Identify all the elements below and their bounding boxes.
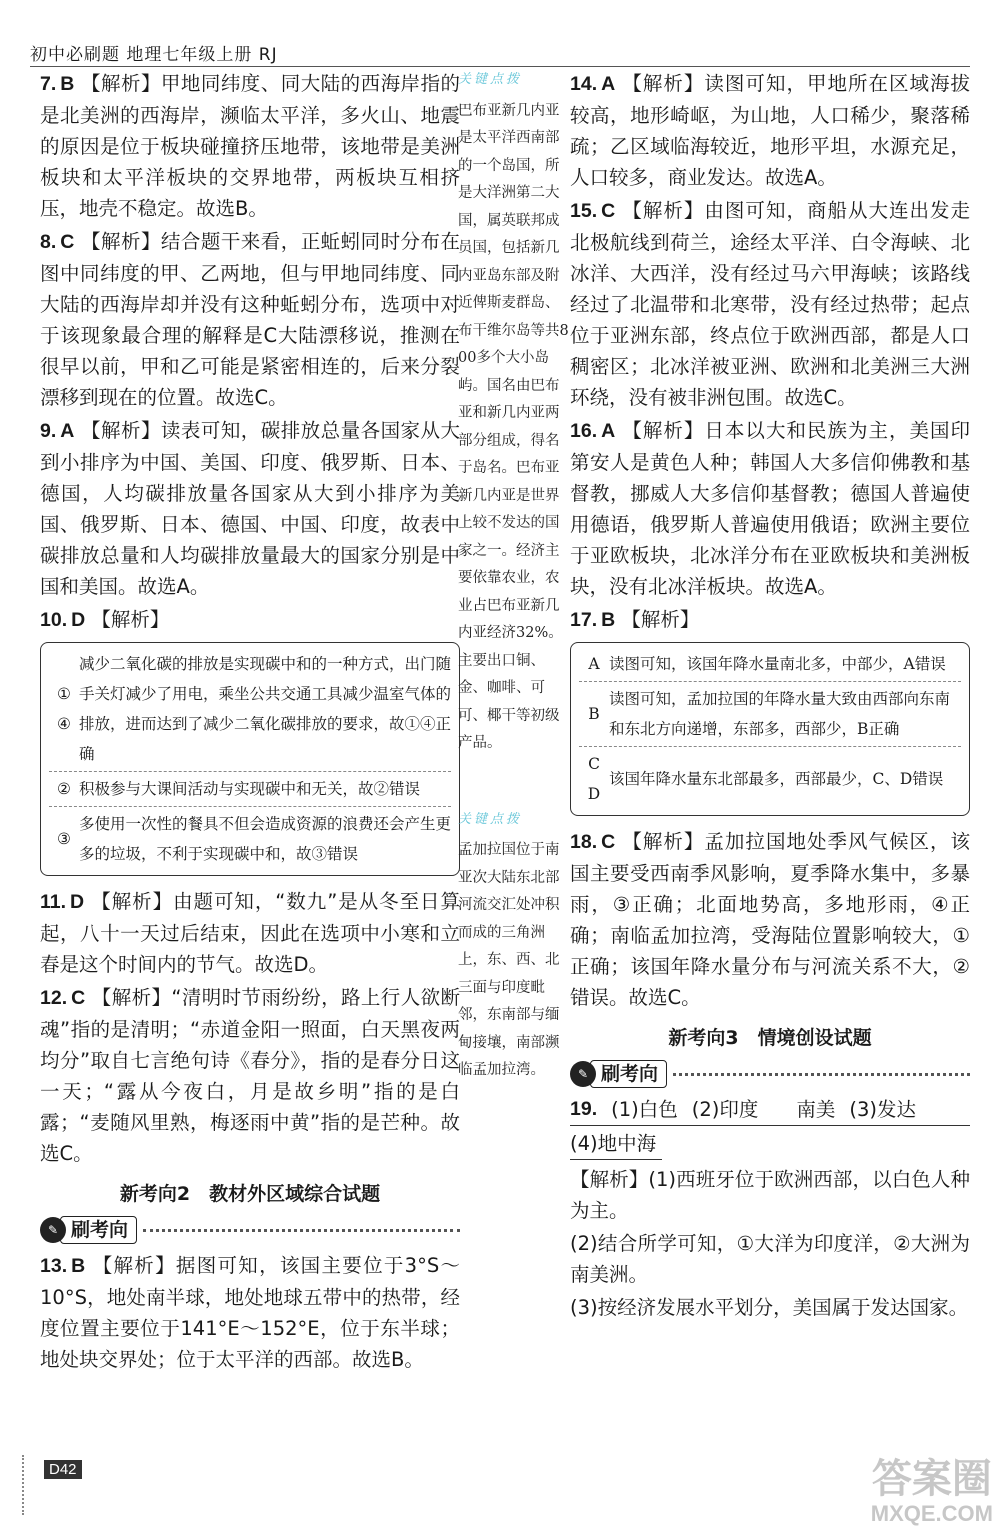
tips-column (458, 66, 570, 1093)
option-label: A (588, 655, 600, 673)
option-analysis: 减少二氧化碳的排放是实现碳中和的一种方式，出门随手关灯减少了用电，乘坐公共交通工具减少温室气体的排放，进而达到了减少二氧化碳排放的要求，故①④正确 (79, 655, 452, 763)
question-number: 10. (40, 609, 68, 631)
page-number: D42 (44, 1460, 82, 1479)
answer-letter: C (601, 200, 616, 222)
explanation-text: 【解析】由图可知，商船从大连出发走北极航线到荷兰，途经太平洋、白令海峡、北冰洋、大西洋，没有经过马六甲海峡；该路线经过了北温带和北寒带，没有经过热带；起点位于亚洲东部，终点位于欧洲西部，都是人口稠密区；北冰洋被亚洲、欧洲和北美洲三大洲环绕，没有被非洲包围。故选C。 (570, 199, 970, 409)
question-number: 15. (570, 200, 598, 222)
question-number: 11. (40, 891, 67, 913)
explanation-text: 【解析】日本以大和民族为主，美国印第安人是黄色人种；韩国人大多信仰佛教和基督教，挪威人大多信仰基督教；德国人普遍使用德语，俄罗斯人普遍使用俄语；欧洲主要位于亚欧板块，北冰洋分布在亚欧板块和美洲板块，没有北冰洋板块。故选A。 (570, 419, 970, 598)
explanation-text: 【解析】“清明时节雨纷纷，路上行人欲断魂”指的是清明；“赤道金阳一照面，白天黑夜两均分”取自七言绝句诗《春分》，指的是春分日这一天；“露从今夜白，月是故乡明”指的是白露；“麦随风里熟，梅逐雨中黄”指的是芒种。故选C。 (40, 986, 460, 1165)
banner-badge (40, 1216, 137, 1244)
question-19 (570, 1094, 970, 1323)
question-11 (40, 886, 460, 980)
section-banner (570, 1060, 970, 1088)
answer-letter: B (60, 73, 75, 95)
tip-text: 孟加拉国位于南亚次大陆东北部河流交汇处冲积而成的三角洲上，东、西、北三面与印度毗邻，东南部与缅甸接壤，南部濒临孟加拉湾。 (458, 842, 560, 1078)
explanation-text: 【解析】孟加拉国地处季风气候区，该国主要受西南季风影响，夏季降水集中，多暴雨，③正确；北面地势高，多地形雨，④正确；南临孟加拉湾，受海陆位置影响较大，①正确；该国年降水量分布与河流关系不大，②错误。故选C。 (570, 830, 970, 1009)
answer-letter: B (71, 1255, 86, 1277)
table-row (49, 772, 451, 807)
explanation-text: 【解析】(1)西班牙位于欧洲西部，以白色人种为主。 (570, 1168, 970, 1222)
left-column (40, 68, 460, 1377)
option-label: B (588, 705, 600, 723)
q19-answer-line (570, 1094, 970, 1126)
q10-analysis-table (40, 642, 460, 876)
question-number: 16. (570, 420, 598, 442)
tip-tag: 关键点拨 (458, 811, 523, 827)
option-label: ③ (57, 830, 71, 848)
section-title: 新考向2 教材外区域综合试题 (119, 1183, 381, 1205)
section-title: 新考向3 情境创设试题 (668, 1027, 872, 1049)
watermark-title: 答案圈 (871, 1457, 992, 1501)
explanation-text: 【解析】读图可知，甲地所在区域海拔较高，地形崎岖，为山地，人口稀少，聚落稀疏；乙区域临海较近，地形平坦，水源充足，人口较多，商业发达。故选A。 (570, 72, 970, 189)
explanation-text: (3)按经济发展水平划分，美国属于发达国家。 (570, 1296, 969, 1319)
dotted-divider (673, 1073, 970, 1076)
table-row (579, 747, 961, 811)
question-number: 18. (570, 831, 598, 853)
option-analysis: 积极参与大课间活动与实现碳中和无关，故②错误 (79, 780, 421, 798)
question-number: 14. (570, 73, 598, 95)
question-18 (570, 826, 970, 1013)
question-15 (570, 195, 970, 413)
question-13 (40, 1250, 460, 1375)
question-number: 12. (40, 987, 68, 1009)
banner-badge (570, 1060, 667, 1088)
answer-letter: C (601, 831, 616, 853)
dotted-divider (143, 1229, 460, 1232)
option-analysis: 读图可知，该国年降水量南北多，中部少，A错误 (609, 655, 946, 673)
explanation-text: 【解析】由题可知，“数九”是从冬至日算起，八十一天过后结束，因此在选项中小寒和立春是这个时间内的节气。故选D。 (40, 890, 460, 976)
page-margin-dots (22, 1455, 26, 1515)
answer-letter: C (60, 231, 75, 253)
banner-label: 刷考向 (590, 1060, 667, 1088)
question-14 (570, 68, 970, 193)
pen-icon: ✎ (570, 1061, 596, 1087)
watermark-url: MXQE.COM (870, 1501, 993, 1526)
answer-letter: D (71, 609, 86, 631)
table-row (49, 807, 451, 871)
tip-tag: 关键点拨 (458, 72, 523, 87)
option-analysis: 读图可知，孟加拉国的年降水量大致由西部向东南和东北方向递增，东部多，西部少，B正确 (609, 690, 951, 738)
question-17 (570, 604, 970, 636)
pen-icon: ✎ (40, 1217, 66, 1243)
tip-papua-new-guinea (458, 66, 570, 758)
answer-blank: (2)印度 (691, 1098, 759, 1121)
question-10 (40, 604, 460, 636)
table-row (49, 647, 451, 772)
question-12 (40, 982, 460, 1169)
tip-text: 巴布亚新几内亚是太平洋西南部的一个岛国，所是大洋洲第二大国，属英联邦成员国，包括新几内亚岛东部及附近俾斯麦群岛、布干维尔岛等共800多个大小岛屿。国名由巴布亚和新几内亚两部分组成，得名于岛名。巴布亚新几内亚是世界上较不发达的国家之一。经济主要依靠农业，农业占巴布亚新几内亚经济32%。主要出口铜、金、咖啡、可可、椰干等初级产品。 (458, 102, 569, 751)
question-number: 7. (40, 73, 57, 95)
explanation-text: 【解析】甲地同纬度、同大陆的西海岸指的是北美洲的西海岸，濒临太平洋，多火山、地震的原因是位于板块碰撞挤压地带，该地带是美洲板块和太平洋板块的交界地带，两板块互相挤压，地壳不稳定。故选B。 (40, 72, 460, 220)
answer-blank: 南美 (796, 1098, 836, 1121)
explanation-text: 【解析】 (91, 608, 170, 631)
section-banner (40, 1216, 460, 1244)
banner-label: 刷考向 (60, 1216, 137, 1244)
question-7 (40, 68, 460, 224)
question-number: 8. (40, 231, 57, 253)
explanation-text: 【解析】读表可知，碳排放总量各国家从大到小排序为中国、美国、印度、俄罗斯、日本、德国，人均碳排放量各国家从大到小排序为美国、俄罗斯、日本、德国、中国、印度，故表中碳排放总量和人均碳排放量最大的国家分别是中国和美国。故选A。 (40, 419, 460, 598)
question-16 (570, 415, 970, 602)
answer-letter: C (71, 987, 86, 1009)
option-label: ② (57, 780, 71, 798)
question-9 (40, 415, 460, 602)
explanation-text: (2)结合所学可知，①大洋为印度洋，②大洲为南美洲。 (570, 1232, 970, 1286)
table-row (579, 682, 961, 747)
answer-letter: D (70, 891, 85, 913)
page-header: 初中必刷题 地理七年级上册 RJ (30, 45, 278, 65)
question-number: 9. (40, 420, 57, 442)
right-column (570, 68, 970, 1325)
answer-letter: A (601, 420, 616, 442)
watermark-logo (871, 1456, 993, 1526)
explanation-text: 【解析】 (621, 608, 700, 631)
answer-letter: A (60, 420, 75, 442)
question-8 (40, 226, 460, 413)
explanation-text: 【解析】结合题干来看，正蚯蚓同时分布在图中同纬度的甲、乙两地，但与甲地同纬度、同大陆的西海岸却并没有这种蚯蚓分布，选项中对于该现象最合理的解释是C大陆漂移说，推测在很早以前，甲和乙可能是紧密相连的，后来分裂漂移到现在的位置。故选C。 (40, 230, 460, 409)
answer-blank: (1)白色 (611, 1098, 678, 1121)
answer-letter: A (601, 73, 616, 95)
question-number: 19. (570, 1098, 598, 1120)
option-label: C D (587, 755, 601, 803)
option-analysis: 多使用一次性的餐具不但会造成资源的浪费还会产生更多的垃圾，不利于实现碳中和，故③错误 (79, 815, 452, 863)
answer-blank: (3)发达 (849, 1098, 916, 1121)
q17-analysis-table (570, 642, 970, 816)
answer-letter: B (601, 609, 616, 631)
question-number: 13. (40, 1255, 68, 1277)
tip-bangladesh (458, 806, 570, 1085)
answer-blank: (4)地中海 (570, 1128, 662, 1160)
question-number: 17. (570, 609, 598, 631)
table-row (579, 647, 961, 682)
explanation-text: 【解析】据图可知，该国主要位于3°S～10°S，地处南半球，地处地球五带中的热带，经度位置主要位于141°E～152°E，位于东半球；地处块交界处；位于太平洋的西部。故选B。 (40, 1254, 460, 1371)
option-label: ① ④ (57, 685, 71, 733)
option-analysis: 该国年降水量东北部最多，西部最少，C、D错误 (609, 770, 944, 788)
